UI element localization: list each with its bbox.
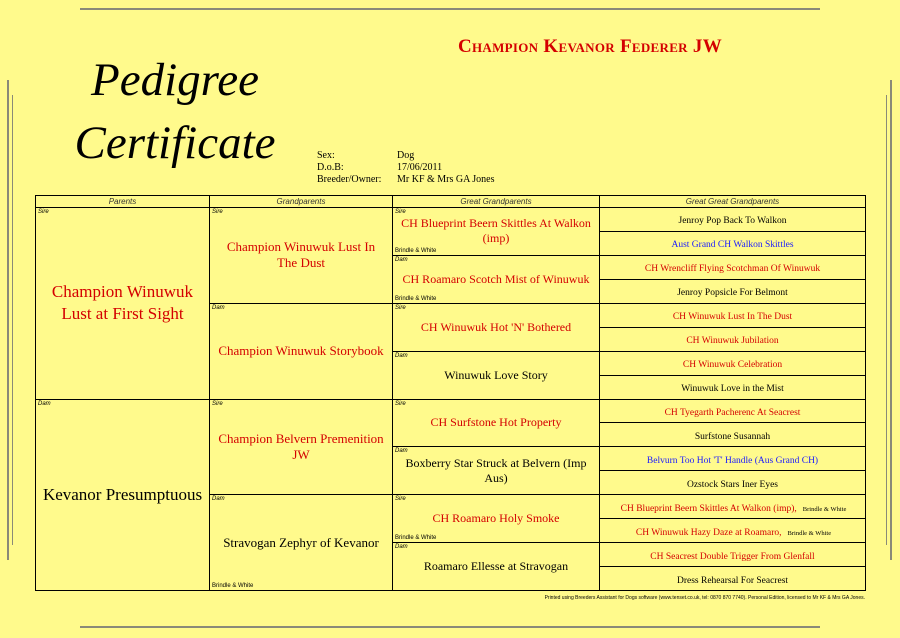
- dob-label: D.o.B:: [317, 162, 344, 173]
- grandparent-ds-name: Champion Belvern Premenition JW: [218, 430, 384, 462]
- dob-value: 17/06/2011: [397, 162, 443, 173]
- col-great-great-grandparents: Great Great Grandparents: [600, 196, 866, 208]
- dam-tag: Dam: [395, 544, 408, 551]
- parent-dam-name: Kevanor Presumptuous: [42, 484, 203, 504]
- gggp-cell: [600, 447, 866, 471]
- frame-right-line: [890, 80, 892, 560]
- ggp-dsd: [393, 447, 600, 495]
- grandparent-ss: [210, 208, 393, 304]
- dam-tag: Dam: [38, 400, 51, 407]
- parent-sire-name: Champion Winuwuk Lust at First Sight: [51, 282, 194, 324]
- ggp-sdd-name: Winuwuk Love Story: [444, 367, 548, 382]
- gggp-name: Jenroy Popsicle For Belmont: [677, 288, 788, 299]
- footer-note: Printed using Breeders Assistant for Dogs software (www.tenset.co.uk, tel: 0870 870 7740). Personal Edition, licensed to Mr KF & Mrs GA Jones.: [544, 595, 865, 601]
- ggp-sss: [393, 208, 600, 256]
- gggp-name: CH Winuwuk Celebration: [682, 360, 783, 371]
- grandparent-sd: [210, 303, 393, 399]
- ggp-dds: [393, 495, 600, 543]
- sire-tag: Sire: [212, 400, 223, 407]
- gggp-name: CH Winuwuk Jubilation: [686, 336, 779, 347]
- gggp-name: Winuwuk Love in the Mist: [681, 384, 784, 395]
- ggp-ssd-note: Brindle & White: [395, 295, 437, 302]
- parent-sire: [36, 208, 210, 400]
- gggp-cell: [600, 399, 866, 423]
- gggp-name: CH Tyegarth Pacherenc At Seacrest: [664, 407, 801, 418]
- grandparent-sd-name: Champion Winuwuk Storybook: [218, 343, 384, 359]
- sire-tag: Sire: [38, 209, 49, 215]
- gggp-cell: [600, 231, 866, 255]
- dam-tag: Dam: [395, 352, 408, 359]
- gggp-cell: [600, 567, 866, 591]
- frame-left-line: [7, 80, 9, 560]
- gggp-note: Brindle & White: [787, 529, 832, 537]
- gggp-cell: [600, 543, 866, 567]
- grandparent-dd-note: Brindle & White: [212, 583, 254, 589]
- gggp-cell: [600, 327, 866, 351]
- dam-tag: Dam: [212, 304, 225, 311]
- ggp-dss: [393, 399, 600, 447]
- breeder-label: Breeder/Owner:: [317, 174, 382, 185]
- gggp-name: Surfstone Susannah: [694, 431, 771, 442]
- gggp-cell: [600, 495, 866, 519]
- col-grandparents: Grandparents: [210, 196, 393, 208]
- dam-tag: Dam: [395, 256, 408, 263]
- sire-tag: Sire: [395, 400, 406, 407]
- gggp-name: CH Seacrest Double Trigger From Glenfall: [650, 551, 815, 562]
- ggp-dsd-name: Boxberry Star Struck at Belvern (Imp Aus): [405, 455, 587, 485]
- gggp-cell: [600, 375, 866, 399]
- gggp-cell: [600, 519, 866, 543]
- gggp-name: Belvurn Too Hot 'T' Handle (Aus Grand CH): [646, 455, 819, 466]
- sex-value: Dog: [397, 150, 415, 161]
- gggp-name: Aust Grand CH Walkon Skittles: [671, 240, 794, 251]
- gggp-cell: [600, 303, 866, 327]
- ggp-sss-note: Brindle & White: [395, 247, 437, 254]
- breeder-value: Mr KF & Mrs GA Jones: [397, 174, 495, 185]
- ggp-ssd-name: CH Roamaro Scotch Mist of Winuwuk: [402, 271, 590, 286]
- certificate-title-line1: Pedigree: [91, 54, 259, 106]
- ggp-sds: [393, 303, 600, 351]
- grandparent-dd-name: Stravogan Zephyr of Kevanor: [223, 534, 379, 550]
- col-parents: Parents: [36, 196, 210, 208]
- gggp-cell: [600, 351, 866, 375]
- ggp-ddd-name: Roamaro Ellesse at Stravogan: [423, 559, 569, 574]
- parent-dam: [36, 399, 210, 591]
- gggp-note: Brindle & White: [802, 505, 847, 513]
- gggp-cell: [600, 208, 866, 232]
- gggp-cell: [600, 471, 866, 495]
- gggp-cell: [600, 423, 866, 447]
- sire-tag: Sire: [395, 496, 406, 503]
- pedigree-table: [35, 195, 866, 591]
- gggp-name: CH Winuwuk Hazy Daze at Roamaro,: [635, 527, 782, 538]
- gggp-cell: [600, 279, 866, 303]
- sex-label: Sex:: [317, 150, 335, 161]
- gggp-name: Ozstock Stars Iner Eyes: [686, 479, 778, 490]
- gggp-name: CH Blueprint Beern Skittles At Walkon (imp),: [620, 503, 797, 514]
- frame-bottom-line: [80, 626, 820, 628]
- frame-top-line: [80, 8, 820, 10]
- grandparent-ds: [210, 399, 393, 495]
- dog-info: [317, 150, 495, 186]
- sire-tag: Sire: [395, 209, 406, 215]
- frame-right-line-inner: [886, 95, 887, 545]
- gggp-cell: [600, 255, 866, 279]
- ggp-dds-name: CH Roamaro Holy Smoke: [432, 511, 560, 526]
- dam-tag: Dam: [212, 496, 225, 503]
- grandparent-ss-name: Champion Winuwuk Lust In The Dust: [226, 239, 376, 271]
- col-great-grandparents: Great Grandparents: [393, 196, 600, 208]
- ggp-sdd: [393, 351, 600, 399]
- ggp-dss-name: CH Surfstone Hot Property: [430, 415, 562, 430]
- gggp-name: CH Wrencliff Flying Scotchman Of Winuwuk: [644, 264, 821, 275]
- grandparent-dd: [210, 495, 393, 591]
- gggp-name: Dress Rehearsal For Seacrest: [676, 575, 789, 586]
- sire-tag: Sire: [212, 209, 223, 215]
- ggp-ssd: [393, 255, 600, 303]
- dam-tag: Dam: [395, 448, 408, 455]
- ggp-ddd: [393, 543, 600, 591]
- header-row: [36, 196, 866, 208]
- ggp-sss-name: CH Blueprint Beern Skittles At Walkon (imp): [401, 216, 591, 246]
- sire-tag: Sire: [395, 304, 406, 311]
- frame-left-line-inner: [12, 95, 13, 545]
- ggp-dds-note: Brindle & White: [395, 535, 437, 542]
- gggp-name: CH Winuwuk Lust In The Dust: [672, 312, 793, 323]
- ggp-sds-name: CH Winuwuk Hot 'N' Bothered: [420, 319, 572, 334]
- dog-name: Champion Kevanor Federer JW: [457, 36, 723, 57]
- gggp-name: Jenroy Pop Back To Walkon: [678, 216, 787, 227]
- certificate-title-line2: Certificate: [74, 117, 276, 169]
